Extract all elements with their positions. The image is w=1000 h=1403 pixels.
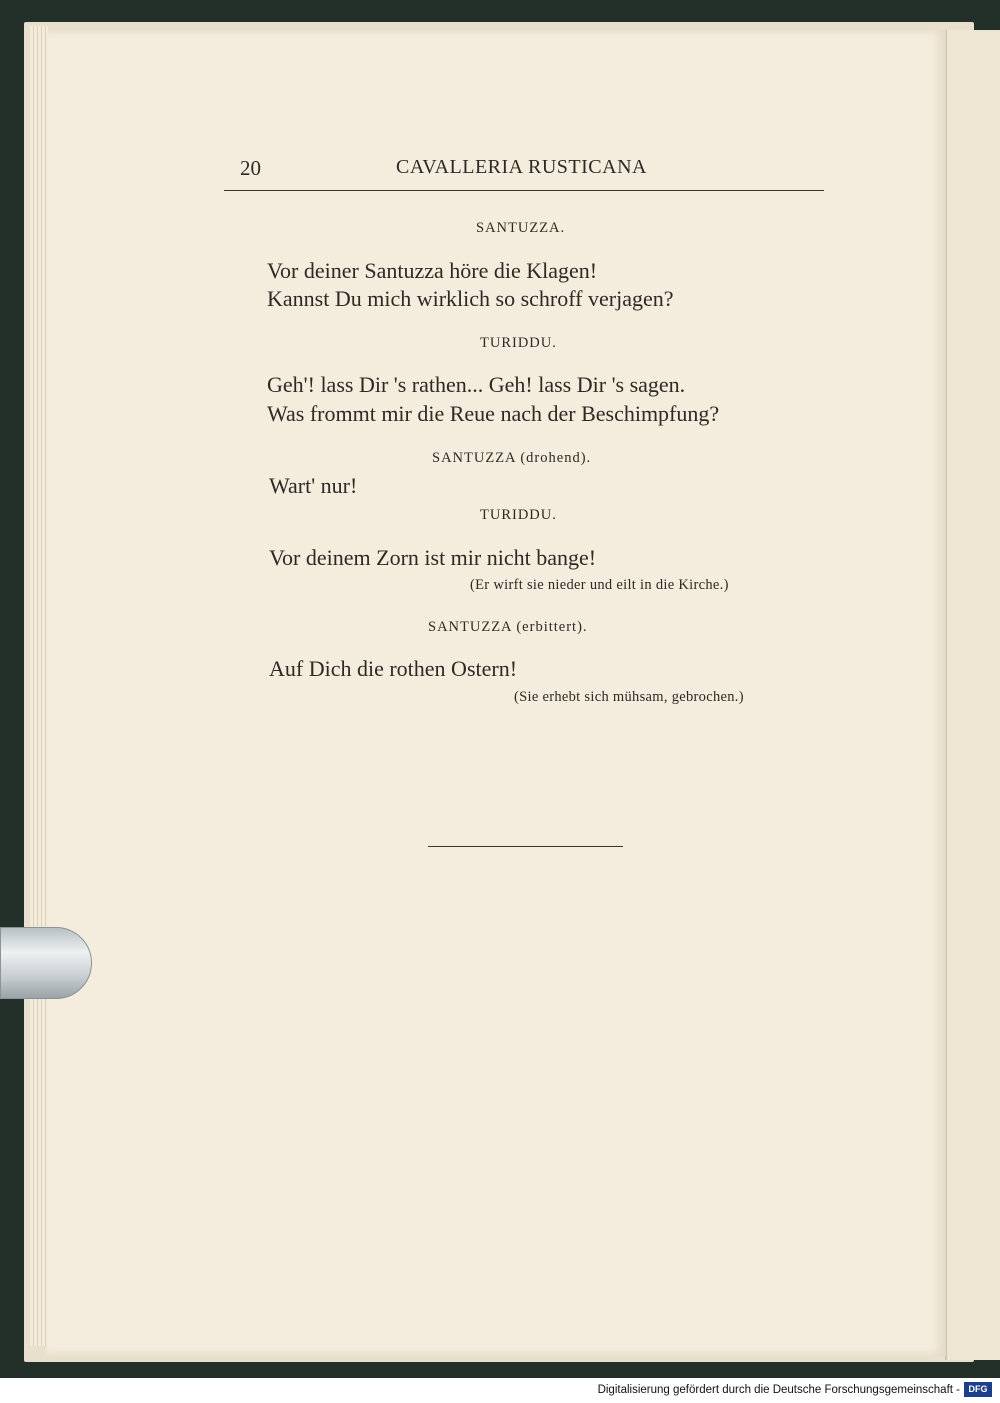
verse-line: Wart' nur! bbox=[269, 473, 358, 498]
speaker-label: SANTUZZA (erbittert). bbox=[428, 619, 588, 635]
header-rule bbox=[224, 190, 824, 191]
verse-line: Vor deinem Zorn ist mir nicht bange! bbox=[269, 545, 597, 570]
stage-direction: (Er wirft sie nieder und eilt in die Kirche.) bbox=[470, 577, 729, 593]
stage-direction: (Sie erhebt sich mühsam, gebrochen.) bbox=[514, 689, 744, 705]
speaker-label: SANTUZZA. bbox=[476, 220, 566, 236]
verse-line: Kannst Du mich wirklich so schroff verjagen? bbox=[267, 286, 674, 311]
running-title: CAVALLERIA RUSTICANA bbox=[396, 156, 647, 178]
facing-page-edge bbox=[945, 30, 1000, 1360]
end-rule bbox=[428, 846, 623, 847]
verse-line: Was frommt mir die Reue nach der Beschimpfung? bbox=[267, 401, 720, 426]
funding-credit: Digitalisierung gefördert durch die Deutsche Forschungsgemeinschaft - bbox=[597, 1384, 960, 1396]
verse-line: Auf Dich die rothen Ostern! bbox=[269, 656, 518, 681]
page-clip bbox=[0, 927, 92, 999]
page-number: 20 bbox=[240, 156, 261, 180]
verse-line: Geh'! lass Dir 's rathen... Geh! lass Dir 's sagen. bbox=[267, 372, 686, 397]
page-edges bbox=[30, 26, 48, 1346]
verse-line: Vor deiner Santuzza höre die Klagen! bbox=[267, 258, 598, 283]
speaker-label: SANTUZZA (drohend). bbox=[432, 450, 592, 466]
dfg-logo: DFG bbox=[964, 1382, 992, 1397]
speaker-label: TURIDDU. bbox=[480, 335, 557, 351]
speaker-label: TURIDDU. bbox=[480, 507, 557, 523]
